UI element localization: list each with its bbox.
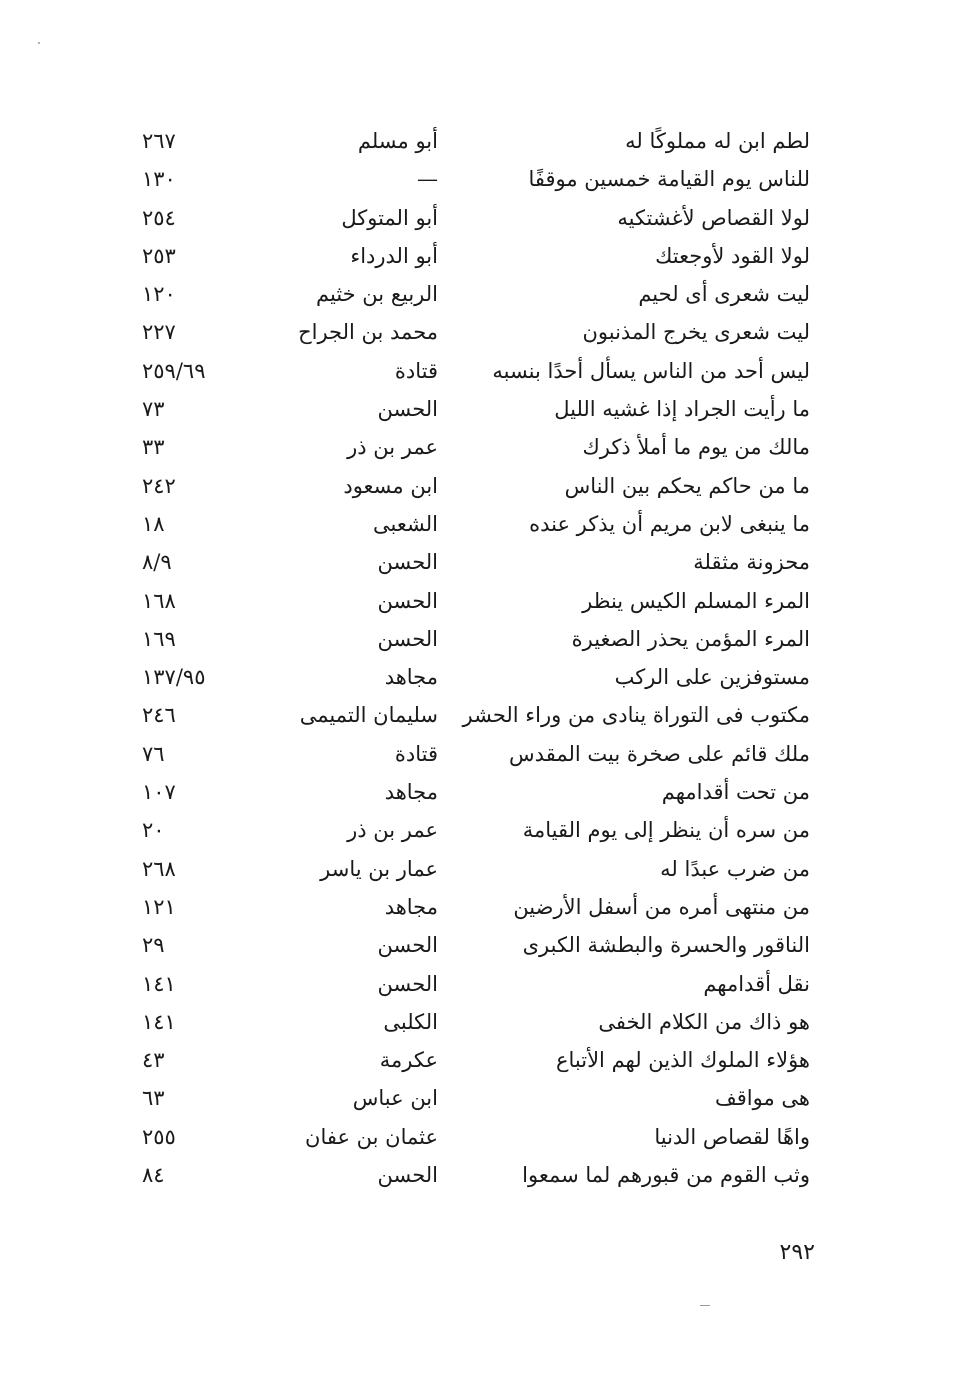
entry-page: ٤٣	[142, 1048, 165, 1073]
table-row	[120, 122, 820, 160]
entry-page: ٧٦	[142, 741, 165, 766]
entry-narrator: الكلبى	[383, 1009, 438, 1034]
entry-page: ٢٥٥	[142, 1124, 176, 1149]
entry-narrator: أبو الدرداء	[350, 243, 438, 268]
table-row	[120, 888, 820, 926]
table-row	[120, 1041, 820, 1079]
entry-text: المرء المسلم الكيس ينظر	[582, 588, 810, 613]
table-row	[120, 313, 820, 351]
table-row	[120, 696, 820, 734]
entry-text: من سره أن ينظر إلى يوم القيامة	[522, 818, 810, 843]
entry-text: الناقور والحسرة والبطشة الكبرى	[522, 933, 810, 958]
entry-page: ١٣٠	[142, 167, 176, 192]
entry-page: ١٨	[142, 511, 165, 536]
table-row	[120, 1118, 820, 1156]
table-row	[120, 543, 820, 581]
entry-text: ما رأيت الجراد إذا غشيه الليل	[554, 397, 810, 422]
entry-narrator: الشعبى	[373, 511, 438, 536]
table-row	[120, 582, 820, 620]
entry-page: ١٠٧	[142, 780, 176, 805]
table-row	[120, 735, 820, 773]
page-number: ٢٩٢	[779, 1240, 815, 1265]
table-row	[120, 275, 820, 313]
entry-page: ٢٠	[142, 818, 165, 843]
entry-text: هؤلاء الملوك الذين لهم الأتباع	[555, 1048, 810, 1073]
table-row	[120, 1156, 820, 1194]
entry-narrator: الحسن	[377, 1163, 438, 1188]
table-row	[120, 773, 820, 811]
entry-narrator: عمر بن ذر	[347, 435, 438, 460]
entry-page: ٣٣	[142, 435, 165, 460]
entry-narrator: الحسن	[377, 971, 438, 996]
entry-text: محزونة مثقلة	[693, 550, 810, 575]
entry-text: ليت شعرى يخرج المذنبون	[582, 320, 810, 345]
entry-text: نقل أقدامهم	[703, 971, 810, 996]
entry-narrator: الحسن	[377, 933, 438, 958]
entry-narrator: الحسن	[377, 588, 438, 613]
entry-text: هى مواقف	[715, 1086, 810, 1111]
entry-narrator: الحسن	[377, 550, 438, 575]
entry-narrator: ابن مسعود	[343, 473, 438, 498]
entry-text: من منتهى أمره من أسفل الأرضين	[513, 894, 810, 919]
entry-narrator: مجاهد	[384, 780, 438, 805]
entry-text: واهًا لقصاص الدنيا	[654, 1124, 810, 1149]
entry-text: ليس أحد من الناس يسأل أحدًا بنسبه	[492, 358, 810, 383]
entry-page: ١٢١	[142, 894, 176, 919]
entry-narrator: الحسن	[377, 626, 438, 651]
entry-page: ٢٩	[142, 933, 165, 958]
entry-page: ٧٣	[142, 397, 165, 422]
entry-narrator: الحسن	[377, 397, 438, 422]
entry-text: لولا القصاص لأغشتكيه	[617, 205, 810, 230]
entry-page: ٨/٩	[142, 550, 172, 575]
entry-narrator: أبو المتوكل	[341, 205, 438, 230]
entry-text: من ضرب عبدًا له	[660, 856, 810, 881]
entry-text: مكتوب فى التوراة ينادى من وراء الحشر	[462, 703, 810, 728]
entry-narrator: —	[417, 167, 438, 192]
entry-text: للناس يوم القيامة خمسين موقفًا	[528, 167, 810, 192]
table-row	[120, 467, 820, 505]
scan-speck	[700, 1305, 710, 1306]
entry-text: ما ينبغى لابن مريم أن يذكر عنده	[529, 511, 810, 536]
entry-text: وثب القوم من قبورهم لما سمعوا	[522, 1163, 810, 1188]
entry-page: ١٢٠	[142, 282, 176, 307]
table-row	[120, 811, 820, 849]
entry-text: لطم ابن له مملوكًا له	[625, 129, 810, 153]
entry-narrator: الربيع بن خثيم	[316, 282, 438, 307]
entry-narrator: عمار بن ياسر	[320, 856, 438, 881]
entry-text: مالك من يوم ما أملأ ذكرك	[582, 435, 810, 460]
table-row	[120, 199, 820, 237]
entry-page: ١٣٧/٩٥	[142, 665, 206, 690]
entry-narrator: ابن عباس	[352, 1086, 438, 1111]
entry-page: ١٤١	[142, 971, 176, 996]
entry-text: مستوفزين على الركب	[614, 665, 810, 690]
entry-text: المرء المؤمن يحذر الصغيرة	[571, 626, 810, 651]
entry-page: ٢٥٣	[142, 243, 176, 268]
entry-narrator: قتادة	[394, 741, 438, 766]
entry-text: هو ذاك من الكلام الخفى	[598, 1009, 810, 1034]
entry-page: ٨٤	[142, 1163, 165, 1188]
entry-narrator: سليمان التميمى	[299, 703, 438, 728]
entry-page: ٢٤٦	[142, 703, 176, 728]
table-row	[120, 352, 820, 390]
table-row	[120, 1003, 820, 1041]
entry-narrator: مجاهد	[384, 894, 438, 919]
entry-narrator: عثمان بن عفان	[305, 1124, 438, 1149]
entry-text: لولا القود لأوجعتك	[655, 243, 810, 268]
table-row	[120, 965, 820, 1003]
entry-text: من تحت أقدامهم	[661, 780, 810, 805]
entry-text: ملك قائم على صخرة بيت المقدس	[509, 741, 810, 766]
entry-page: ٢٥٤	[142, 205, 176, 230]
table-row	[120, 428, 820, 466]
entry-page: ١٦٨	[142, 588, 176, 613]
table-row	[120, 926, 820, 964]
entry-page: ٢٤٢	[142, 473, 176, 498]
scan-speck	[38, 42, 40, 44]
table-row	[120, 505, 820, 543]
table-row	[120, 850, 820, 888]
entry-page: ٢٦٧	[142, 129, 176, 153]
table-row	[120, 390, 820, 428]
entry-narrator: قتادة	[394, 358, 438, 383]
entry-page: ٦٣	[142, 1086, 165, 1111]
table-row	[120, 237, 820, 275]
entry-narrator: محمد بن الجراح	[298, 320, 438, 345]
entry-page: ١٦٩	[142, 626, 176, 651]
entry-page: ٢٦٨	[142, 856, 176, 881]
entry-text: ما من حاكم يحكم بين الناس	[564, 473, 810, 498]
entry-page: ٢٥٩/٦٩	[142, 358, 206, 383]
entry-page: ٢٢٧	[142, 320, 176, 345]
entry-text: ليت شعرى أى لحيم	[638, 282, 810, 307]
table-row	[120, 658, 820, 696]
index-table	[120, 122, 820, 1194]
entry-narrator: مجاهد	[384, 665, 438, 690]
entry-narrator: عكرمة	[379, 1048, 438, 1073]
table-row	[120, 620, 820, 658]
entry-page: ١٤١	[142, 1009, 176, 1034]
table-row	[120, 1079, 820, 1117]
entry-narrator: أبو مسلم	[357, 129, 438, 153]
table-row	[120, 160, 820, 198]
entry-narrator: عمر بن ذر	[347, 818, 438, 843]
